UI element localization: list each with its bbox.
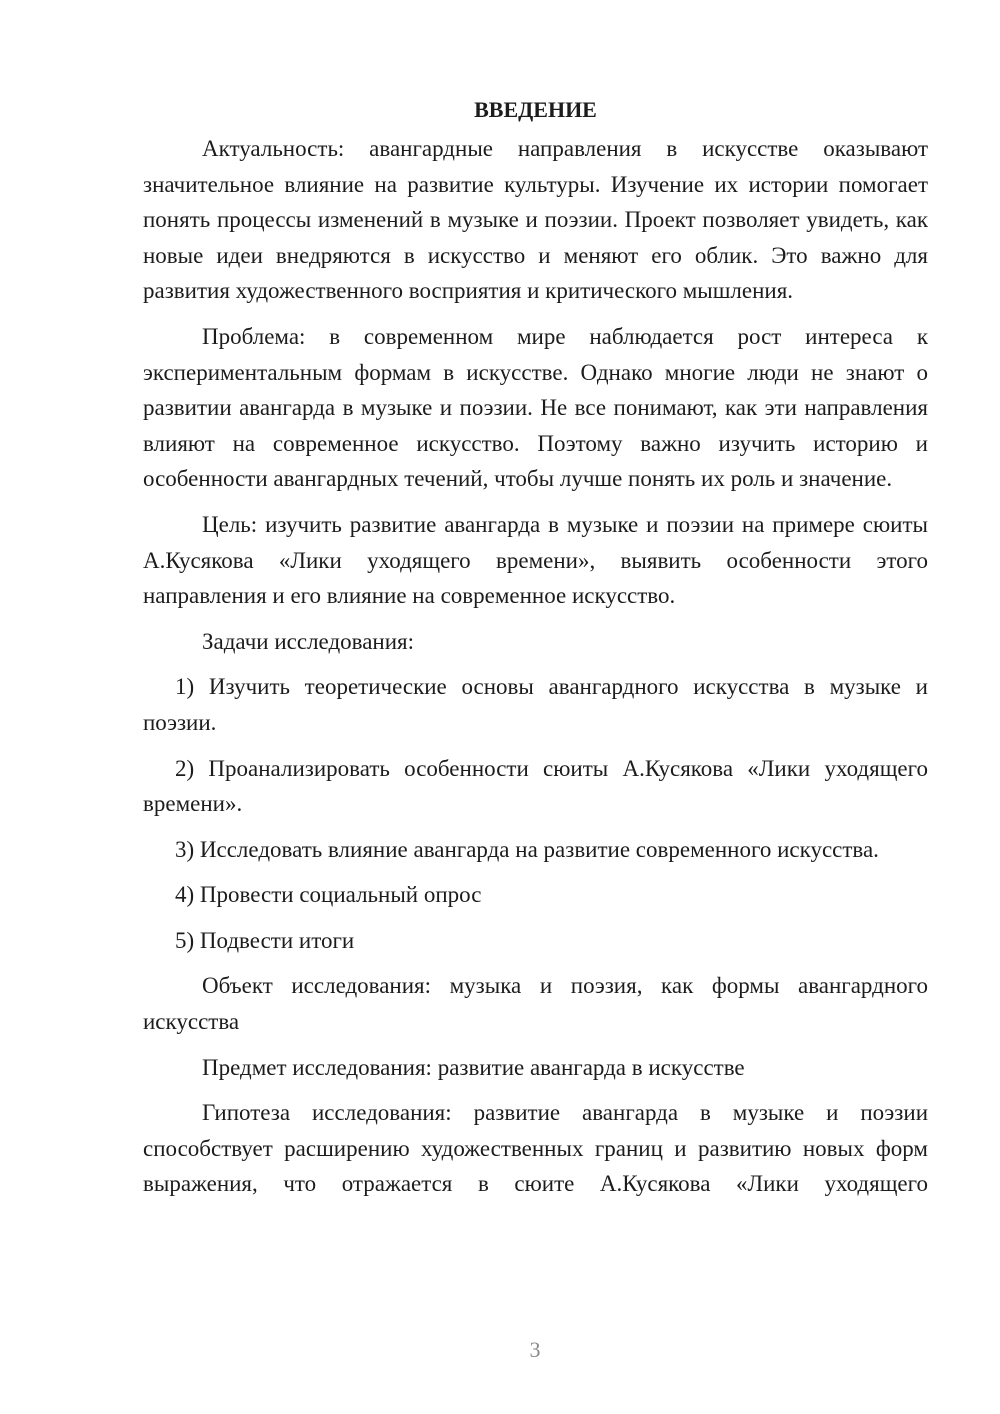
paragraph-problem: Проблема: в современном мире наблюдается рост интереса к экспериментальным формам в искусстве. Однако многие люди не знают о развитии авангарда в музыке и поэзии. Не все понимают, как эти направления влияют на современное искусство. Поэтому важно изучить историю и особенности авангардных течений, чтобы лучше понять их роль и значение. [143,323,928,492]
paragraph-object: Объект исследования: музыка и поэзия, как формы авангардного искусства [143,973,928,1035]
task-item-3: 3) Исследовать влияние авангарда на развитие современного искусства. [175,836,879,862]
paragraph-subject: Предмет исследования: развитие авангарда в искусстве [202,1054,745,1080]
paragraph-goal: Цель: изучить развитие авангарда в музыке и поэзии на примере сюиты А.Кусякова «Лики уходящего времени», выявить особенности этого направления и его влияние на современное искусство. [143,511,928,609]
page-body [143,92,928,1202]
paragraph-relevance: Актуальность: авангардные направления в искусстве оказывают значительное влияние на развитие культуры. Изучение их истории помогает понять процессы изменений в музыке и поэзии. Проект позволяет увидеть, как новые идеи внедряются в искусство и меняют его облик. Это важно для развития художественного восприятия и критического мышления. [143,136,928,304]
task-item-4: 4) Провести социальный опрос [175,882,482,908]
task-item-5: 5) Подвести итоги [175,927,355,953]
task-item-2: 2) Проанализировать особенности сюиты А.Кусякова «Лики уходящего времени». [143,755,928,817]
paragraph-tasks-heading: Задачи исследования: [202,628,415,654]
task-item-1: 1) Изучить теоретические основы авангардного искусства в музыке и поэзии. [143,674,928,735]
page-number: 3 [529,1337,541,1362]
section-title: ВВЕДЕНИЕ [474,97,597,122]
paragraph-hypothesis: Гипотеза исследования: развитие авангарда в музыке и поэзии способствует расширению художественных границ и развитию новых форм выражения, что отражается в сюите А.Кусякова «Лики уходящего [143,1100,928,1197]
